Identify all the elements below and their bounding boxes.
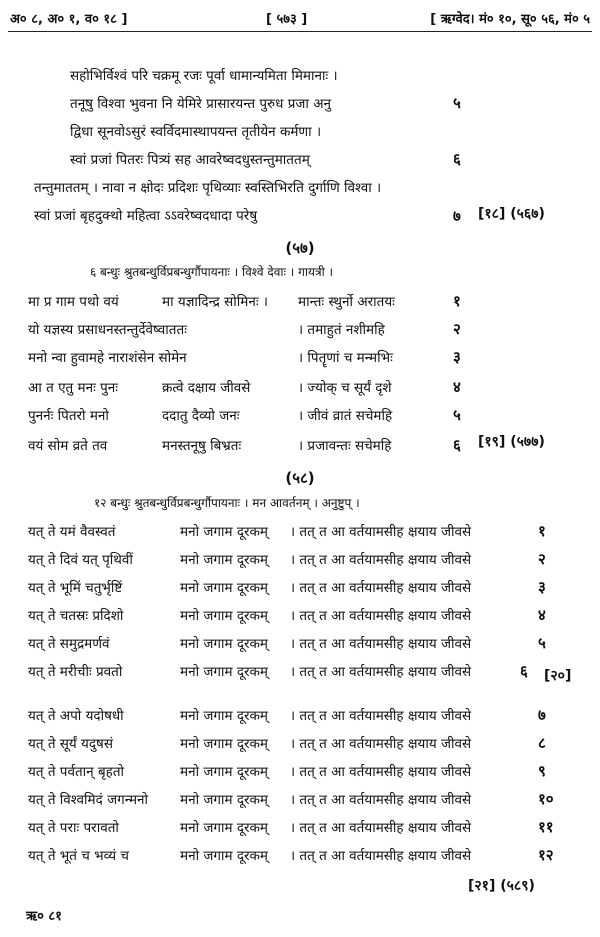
hymn58-refrain-middle: मनो जगाम दूरकम् xyxy=(180,708,268,724)
hymn57-verse-part: क्रत्वे दक्षाय जीवसे xyxy=(162,380,251,396)
verse-number: ७ xyxy=(538,706,546,724)
header-page-number: [ ५७३ ] xyxy=(266,12,308,27)
verse-number: ४ xyxy=(453,378,461,396)
hymn57-verse-part: मान्तः स्थुर्नो अरातयः xyxy=(298,294,395,310)
hymn58-verse-opening: यत् ते यमं वैवस्वतं xyxy=(28,524,116,540)
hymn57-verse-part: पुनर्नः पितरो मनो xyxy=(28,408,109,424)
hymn58-refrain-end: । तत् त आ वर्तयामसीह क्षयाय जीवसे xyxy=(290,848,472,864)
hymn58-verse-opening: यत् ते पर्वतान् बृहतो xyxy=(28,764,125,780)
hymn56-line: स्वां प्रजां पितरः पित्र्यं सह आवरेष्वदधुस्तन्तुमाततम् xyxy=(70,152,310,168)
hymn57-verse-part: मनस्तनूषु बिभ्रतः xyxy=(162,438,242,454)
verse-number: १ xyxy=(453,292,461,310)
hymn58-refrain-end: । तत् त आ वर्तयामसीह क्षयाय जीवसे xyxy=(290,552,472,568)
hymn57-reference: [१९] (५७७) xyxy=(478,434,545,450)
hymn57-verse-part: । जीवं व्रातं सचेमहि xyxy=(298,408,393,424)
hymn58-number: (५८) xyxy=(285,469,315,487)
verse-number: ६ xyxy=(453,150,461,168)
hymn58-mid-reference: [२०] xyxy=(544,668,572,684)
hymn57-verse-part: आ त एतु मनः पुनः xyxy=(28,380,118,396)
hymn57-number: (५७) xyxy=(285,239,315,257)
verse-number: १० xyxy=(538,790,554,808)
hymn58-refrain-end: । तत् त आ वर्तयामसीह क्षयाय जीवसे xyxy=(290,792,472,808)
hymn58-refrain-end: । तत् त आ वर्तयामसीह क्षयाय जीवसे xyxy=(290,608,472,624)
hymn57-verse-part: मनो न्वा हुवामहे नाराशंसेन सोमेन xyxy=(28,350,187,366)
header-reference: [ ऋग्वेद। मं० १०, सू० ५६, मं० ५ xyxy=(430,12,590,27)
hymn58-refrain-end: । तत् त आ वर्तयामसीह क्षयाय जीवसे xyxy=(290,580,472,596)
hymn58-refrain-end: । तत् त आ वर्तयामसीह क्षयाय जीवसे xyxy=(290,764,472,780)
hymn57-verse-part: ददातु दैव्यो जनः xyxy=(162,408,240,424)
hymn56-line: तनूषु विश्वा भुवना नि येमिरे प्रासारयन्त पुरुध प्रजा अनु xyxy=(70,96,332,112)
hymn57-verse-part: । ज्योक् च सूर्यं दृशे xyxy=(298,380,392,396)
hymn57-verse-part: । तमाहुतं नशीमहि xyxy=(298,322,385,338)
hymn57-verse-part: मा यज्ञादिन्द्र सोमिनः । xyxy=(162,294,268,310)
hymn58-verse-opening: यत् ते दिवं यत् पृथिवीं xyxy=(28,552,133,568)
verse-number: ३ xyxy=(538,578,546,596)
page-header xyxy=(8,6,592,30)
verse-number: १२ xyxy=(538,846,554,864)
hymn58-refrain-middle: मनो जगाम दूरकम् xyxy=(180,608,268,624)
verse-number: ९ xyxy=(538,762,546,780)
verse-number: ११ xyxy=(538,818,554,836)
hymn58-verse-opening: यत् ते मरीचीः प्रवतो xyxy=(28,664,123,680)
hymn57-verse-part: वयं सोम व्रते तव xyxy=(28,438,108,454)
verse-number: १ xyxy=(538,522,546,540)
verse-number: ४ xyxy=(538,606,546,624)
hymn58-refrain-middle: मनो जगाम दूरकम् xyxy=(180,820,268,836)
hymn58-verse-opening: यत् ते भूमिं चतुर्भृष्टिं xyxy=(28,580,123,596)
hymn57-verse-part: । पितॄणां च मन्मभिः xyxy=(298,350,393,366)
hymn56-line: सहोभिर्विश्वं परि चक्रमू रजः पूर्वा धामान्यमिता मिमानाः । xyxy=(70,68,338,84)
hymn58-refrain-middle: मनो जगाम दूरकम् xyxy=(180,524,268,540)
hymn56-line: स्वां प्रजां बृहदुक्थो महित्वा ऽऽवरेष्वदधादा परेषु xyxy=(34,208,258,224)
hymn56-reference: [१८] (५६७) xyxy=(478,206,545,222)
hymn58-verse-opening: यत् ते भूतं च भव्यं च xyxy=(28,848,129,864)
hymn58-refrain-middle: मनो जगाम दूरकम् xyxy=(180,552,268,568)
hymn57-verse-part: मा प्र गाम पथो वयं xyxy=(28,294,119,310)
hymn58-verse-opening: यत् ते समुद्रमर्णवं xyxy=(28,636,110,652)
verse-number: ३ xyxy=(453,348,461,366)
hymn58-refrain-end: । तत् त आ वर्तयामसीह क्षयाय जीवसे xyxy=(290,524,472,540)
hymn58-verse-opening: यत् ते अपो यदोषधी xyxy=(28,708,124,724)
verse-number: ८ xyxy=(538,734,546,752)
hymn56-line: द्विधा सूनवोऽसुरं स्वर्विदमास्थापयन्त तृतीयेन कर्मणा । xyxy=(70,124,322,140)
verse-number: २ xyxy=(453,320,461,338)
hymn58-reference: [२१] (५८९) xyxy=(468,878,535,894)
verse-number: ५ xyxy=(538,634,546,652)
hymn58-refrain-end: । तत् त आ वर्तयामसीह क्षयाय जीवसे xyxy=(290,708,472,724)
hymn58-refrain-middle: मनो जगाम दूरकम् xyxy=(180,764,268,780)
hymn58-refrain-end: । तत् त आ वर्तयामसीह क्षयाय जीवसे xyxy=(290,736,472,752)
hymn58-verse-opening: यत् ते पराः परावतो xyxy=(28,820,119,836)
hymn58-refrain-middle: मनो जगाम दूरकम् xyxy=(180,736,268,752)
hymn58-verse-opening: यत् ते चतस्रः प्रदिशो xyxy=(28,608,124,624)
hymn58-verse-opening: यत् ते सूर्यं यदुषसं xyxy=(28,736,113,752)
hymn57-metadata: ६ बन्धुः श्रुतबन्धुर्विप्रबन्धुर्गौपायनाः । विश्वे देवाः । गायत्री । xyxy=(90,265,334,279)
hymn58-metadata: १२ बन्धुः श्रुतबन्धुर्विप्रबन्धुर्गौपायनाः । मन आवर्तनम् । अनुष्टुप् । xyxy=(94,496,360,510)
hymn58-refrain-middle: मनो जगाम दूरकम् xyxy=(180,664,268,680)
verse-number: ६ xyxy=(520,662,528,680)
page-footer: ऋ० ८१ xyxy=(26,909,62,924)
header-divider xyxy=(8,31,592,32)
verse-number: ७ xyxy=(453,207,461,225)
hymn58-refrain-middle: मनो जगाम दूरकम् xyxy=(180,792,268,808)
verse-number: ६ xyxy=(453,436,461,454)
hymn58-refrain-end: । तत् त आ वर्तयामसीह क्षयाय जीवसे xyxy=(290,664,472,680)
hymn58-refrain-middle: मनो जगाम दूरकम् xyxy=(180,848,268,864)
hymn58-refrain-end: । तत् त आ वर्तयामसीह क्षयाय जीवसे xyxy=(290,636,472,652)
hymn56-line: तन्तुमाततम् । नावा न क्षोदः प्रदिशः पृथिव्याः स्वस्तिभिरति दुर्गाणि विश्वा । xyxy=(34,180,382,196)
hymn57-verse-part: यो यज्ञस्य प्रसाधनस्तन्तुर्देवेष्वाततः xyxy=(28,322,187,338)
header-location: अ० ८, अ० १, व० १८ ] xyxy=(10,12,128,27)
hymn57-verse-part: । प्रजावन्तः सचेमहि xyxy=(298,438,392,454)
hymn58-verse-opening: यत् ते विश्वमिदं जगन्मनो xyxy=(28,792,149,808)
verse-number: ५ xyxy=(453,94,461,112)
hymn58-refrain-middle: मनो जगाम दूरकम् xyxy=(180,636,268,652)
verse-number: २ xyxy=(538,550,546,568)
hymn58-refrain-end: । तत् त आ वर्तयामसीह क्षयाय जीवसे xyxy=(290,820,472,836)
verse-number: ५ xyxy=(453,406,461,424)
hymn58-refrain-middle: मनो जगाम दूरकम् xyxy=(180,580,268,596)
